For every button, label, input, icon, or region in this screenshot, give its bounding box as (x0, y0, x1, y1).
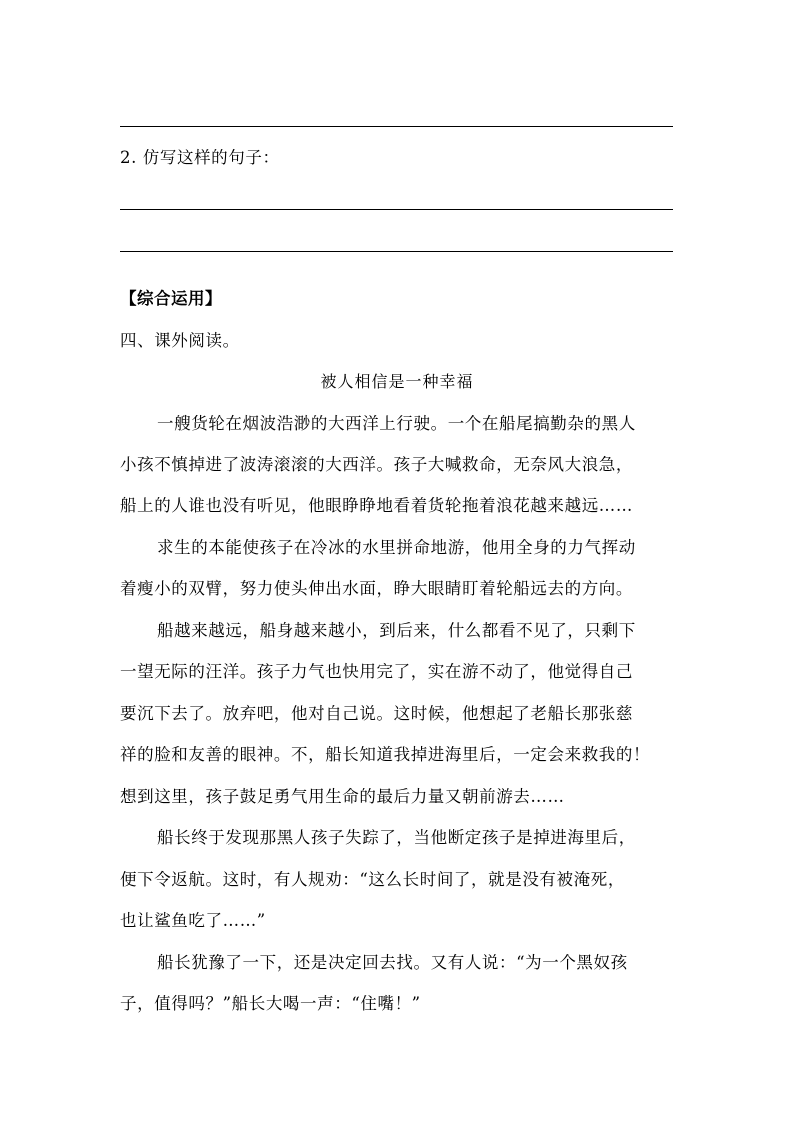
part-label: 四、课外阅读。 (120, 331, 240, 350)
story-line: 船上的人谁也没有听见，他眼睁睁地看着货轮拖着浪花越来越远…… (120, 496, 633, 515)
story-line: 想到这里，孩子鼓足勇气用生命的最后力量又朝前游去…… (120, 787, 565, 806)
answer-line (120, 126, 673, 127)
story-line: 船长终于发现那黑人孩子失踪了，当他断定孩子是掉进海里后， (157, 828, 636, 847)
story-line: 也让鲨鱼吃了……” (120, 911, 266, 930)
story-line: 小孩不慎掉进了波涛滚滚的大西洋。孩子大喊救命，无奈风大浪急， (120, 455, 633, 474)
question-2-label: 2. 仿写这样的句子： (120, 148, 280, 167)
answer-line (120, 251, 673, 252)
story-line: 船越来越远，船身越来越小，到后来，什么都看不见了，只剩下 (157, 621, 636, 640)
story-line: 着瘦小的双臂，努力使头伸出水面，睁大眼睛盯着轮船远去的方向。 (120, 579, 633, 598)
story-title: 被人相信是一种幸福 (320, 372, 474, 391)
story-line: 一艘货轮在烟波浩渺的大西洋上行驶。一个在船尾搞勤杂的黑人 (157, 414, 636, 433)
section-heading: 【综合运用】 (120, 289, 222, 308)
story-line: 祥的脸和友善的眼神。不，船长知道我掉进海里后，一定会来救我的！ (120, 745, 651, 764)
story-line: 求生的本能使孩子在冷冰的水里拼命地游，他用全身的力气挥动 (157, 538, 636, 557)
story-line: 子，值得吗？”船长大喝一声：“住嘴！” (120, 994, 421, 1013)
story-line: 便下令返航。这时，有人规劝：“这么长时间了，就是没有被淹死， (120, 870, 625, 889)
story-line: 要沉下去了。放弃吧，他对自己说。这时候，他想起了老船长那张慈 (120, 704, 633, 723)
story-line: 一望无际的汪洋。孩子力气也快用完了，实在游不动了，他觉得自己 (120, 662, 633, 681)
answer-line (120, 209, 673, 210)
story-line: 船长犹豫了一下，还是决定回去找。又有人说：“为一个黑奴孩 (157, 953, 628, 972)
